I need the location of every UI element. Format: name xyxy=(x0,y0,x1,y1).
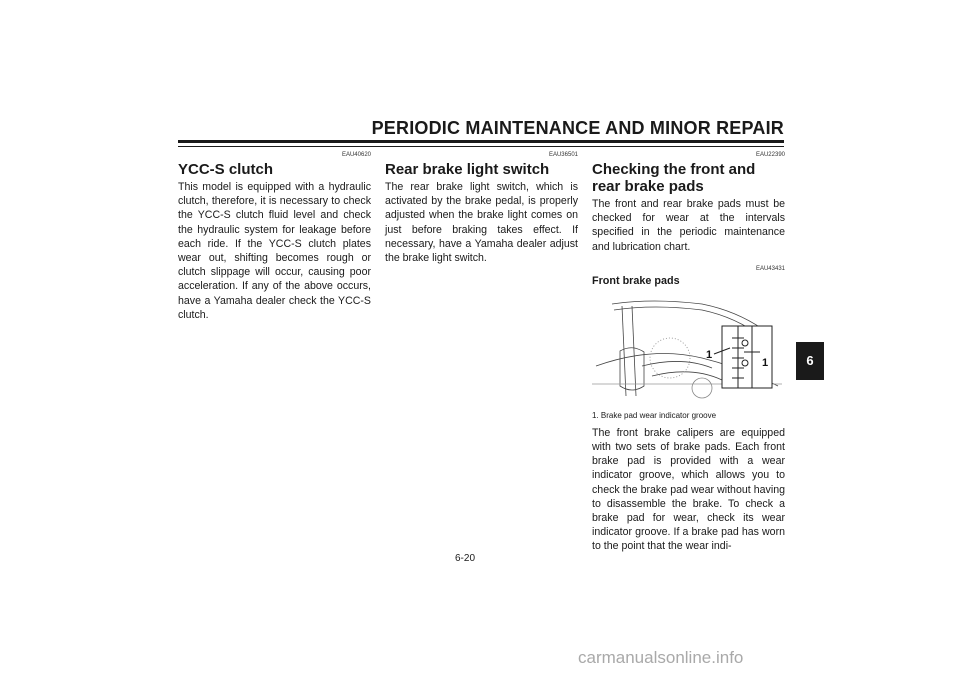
header-rule-thick xyxy=(178,140,784,143)
watermark: carmanualsonline.info xyxy=(578,648,744,667)
section-title-brake-light-switch: Rear brake light switch xyxy=(385,161,550,178)
section-body-clutch: This model is equipped with a hydraulic clutch, therefore, it is necessary to check the YCC-S clutch fluid level and check the hydraulic system for leakage before each ride. If the YCC-S clutch plates wear out, shifting becomes rough or clutch slippage will occur, causing poor acceleration. If any of the above occurs, have a Yamaha dealer check the YCC-S clutch. xyxy=(178,181,371,321)
column-brake-light-switch xyxy=(385,152,578,265)
figure-caption: 1. Brake pad wear indicator groove xyxy=(592,410,717,420)
page-header-title: PERIODIC MAINTENANCE AND MINOR REPAIR xyxy=(371,118,784,138)
chapter-tab: 6 xyxy=(796,342,824,380)
header-rule-thin xyxy=(178,146,784,147)
section-title-brake-pads: Checking the front and rear brake pads xyxy=(592,161,756,195)
section-code: EAU22390 xyxy=(755,152,785,158)
section-body-brake-pads: The front brake calipers are equipped with two sets of brake pads. Each front brake pad is provided with a wear indicator groove, which allows you to check the brake pad wear without having to disassemble the brake. To check a brake pad for wear, check its wear indicator groove. If a brake pad has worn to the point that the wear indi- xyxy=(592,426,785,553)
section-code: EAU36501 xyxy=(548,152,578,158)
figure-callout-right: 1 xyxy=(762,356,769,369)
section-intro-brake-pads: The front and rear brake pads must be checked for wear at the intervals specified in the periodic maintenance and lubrication chart. xyxy=(592,198,785,253)
brake-pad-illustration xyxy=(592,296,782,404)
figure-callout-left: 1 xyxy=(706,348,713,361)
subsection-code: EAU43431 xyxy=(755,265,785,272)
section-body-brake-light-switch: The rear brake light switch, which is activated by the brake pedal, is properly adjusted when the brake light comes on just before braking takes effect. If necessary, have a Yamaha dealer adjust the brake light switch. xyxy=(385,181,578,265)
page-number: 6-20 xyxy=(454,553,475,564)
section-title-clutch: YCC-S clutch xyxy=(178,161,274,178)
column-brake-pads xyxy=(592,152,785,554)
column-clutch xyxy=(178,152,371,322)
section-code: EAU40620 xyxy=(341,152,371,158)
subsection-title-front-brake-pads: Front brake pads xyxy=(592,274,680,287)
